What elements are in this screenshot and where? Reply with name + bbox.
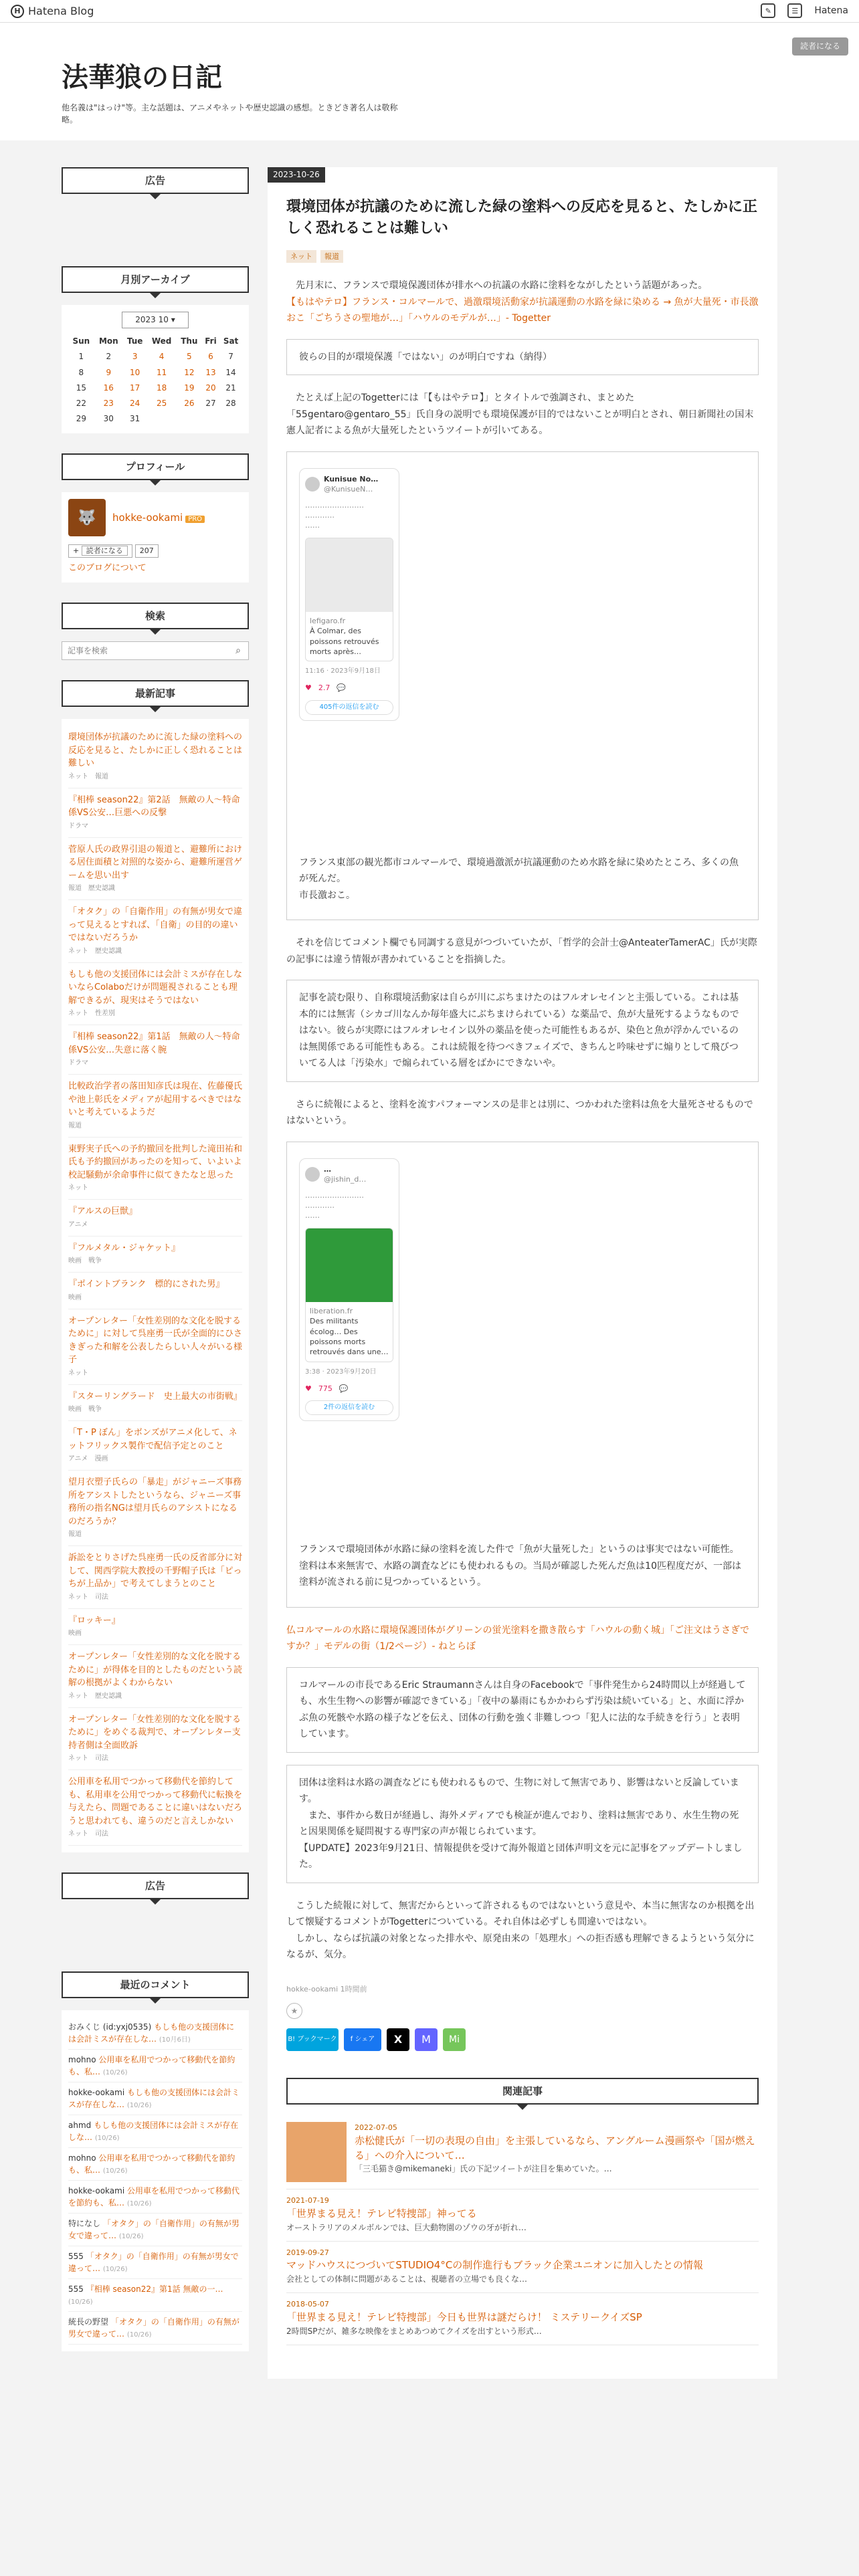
comment-item [68,2246,242,2279]
recent-entry-item [68,1471,242,1546]
reply-icon[interactable]: 💬 [339,1384,349,1393]
embedded-tweet[interactable] [299,468,399,721]
embedded-tweet-2[interactable] [299,1158,399,1421]
ad-widget [62,167,249,246]
about-blog-link[interactable]: このブログについて [68,563,147,574]
profile-title: プロフィール [62,453,249,480]
profile-widget [62,453,249,582]
recent-entry-item [68,1200,242,1237]
recent-entry-item [68,900,242,963]
calendar-day: 28 [225,398,236,408]
related-title: 関連記事 [286,2078,759,2105]
comment-entry-link[interactable]: 公用車を私用でつかって移動代を節約も、私… [68,2153,235,2175]
related-description: オーストラリアのメルボルンでは、巨大動物園のゾウの牙が折れ… [286,2222,527,2232]
heart-icon[interactable]: ♥ [305,683,312,693]
hatena-blog-logo[interactable] [11,3,94,20]
recent-entry-link[interactable]: 『ロッキー』 [68,1615,120,1626]
comment-entry-link[interactable]: 「オタク」の「自衛作用」の有無が男女で違って… [68,2317,240,2339]
tweet-like-count: 2.7 [318,683,330,693]
edit-icon[interactable]: ✎ [761,3,775,18]
comment-item [68,2181,242,2214]
entry-title[interactable]: 環境団体が抗議のために流した緑の塗料への反応を見ると、たしかに正しく恐れることは難しい [286,199,758,237]
comment-item [68,2279,242,2312]
recent-entry-categories[interactable]: 映画 戦争 [68,1406,102,1414]
profile-subscribe-label: 読者になる [82,546,128,556]
tweet-author: Kunisue No… [324,474,379,484]
entry-paragraph-text: 先月末に、フランスで環境保護団体が排水への抗議の水路に塗料をながしたという話題があった。 [286,280,708,292]
comment-date: (10/26) [102,2266,128,2274]
calendar-day: 21 [225,383,236,393]
calendar-day[interactable]: 9 [106,367,112,377]
blog-header [0,23,859,140]
comment-item [68,2050,242,2082]
comment-user[interactable]: hokke-ookami [68,2186,125,2196]
calendar-day: 7 [228,352,233,362]
calendar-day: 14 [225,367,236,377]
comment-item [68,2082,242,2115]
comment-date: (10月6日) [159,2036,191,2044]
entry-date[interactable]: 2023-10-26 [268,167,325,183]
calendar-day[interactable]: 26 [184,398,195,408]
comment-item [68,2214,242,2246]
recent-entry-item [68,1708,242,1771]
tweet-caption: フランス東部の観光都市コルマールで、環境過激派が抗議運動のため水路を緑に染めたところ、多くの魚が死んだ。 市長激おこ。 [299,857,739,901]
comments-list [62,2010,249,2351]
calendar-day[interactable]: 23 [103,398,114,408]
calendar-day[interactable]: 16 [103,383,114,393]
tweet-handle: @KunisueN… [324,485,373,494]
calendar-day[interactable]: 5 [187,352,192,362]
comment-user[interactable]: mohno [68,2055,96,2065]
comment-entry-link[interactable]: 公用車を私用でつかって移動代を節約も、私… [68,2186,240,2208]
ad-widget-title-2: 広告 [62,1872,249,1899]
recent-entry-link[interactable]: 望月衣塑子氏らの「暴走」がジャニーズ事務所をアシストしたというなら、ジャニーズ事務所の指名NGは望月氏らのアシストになるのだろうか？ [68,1477,242,1527]
recent-entry-categories[interactable]: 報道 歴史認識 [68,885,115,893]
search-box [62,641,249,660]
avatar[interactable]: 🐺 [68,499,106,536]
calendar-day: 22 [76,398,86,408]
comment-item [68,2017,242,2050]
calendar-day: 8 [78,367,84,377]
tweet-avatar [305,477,320,492]
calendar-day: 2 [106,352,112,362]
blockquote: 団体は塗料は水路の調査などにも使われるもので、生物に対して無害であり、影響はないと反論しています。 また、事件から数日が経過し、海外メディアでも検証が進んでおり、塗料は無害であり、水生生物の死と因果関係を疑問視する専門家の声が報じられています。 【UPDATE】2023年9月21日、情報提供を受けて海外報道と団体声明文を元に記事をアップデートしました。 [286,1765,759,1883]
profile-name[interactable]: hokke-ookami [112,512,183,524]
recent-entry-categories[interactable]: ネット 性差別 [68,1010,115,1018]
subscribe-button[interactable]: 読者になる [792,37,848,56]
main-content [268,167,777,2379]
mastodon-share-button[interactable]: M [415,2028,438,2051]
tweet-time: 3:38 · 2023年9月20日 [305,1368,377,1376]
recent-entry-categories[interactable]: ネット [68,1369,88,1377]
calendar-day[interactable]: 25 [156,398,167,408]
calendar-day[interactable]: 17 [130,383,140,393]
comment-entry-link[interactable]: 公用車を私用でつかって移動代を節約も、私… [68,2055,235,2077]
tweet-card-image [306,1228,393,1302]
calendar-weekday: Wed [151,336,172,346]
related-entry [286,2117,759,2189]
comments-widget [62,1971,249,2351]
recent-entry-item [68,838,242,901]
calendar-weekday: Thu [181,336,198,346]
recent-entry-categories[interactable]: アニメ 漫画 [68,1455,108,1463]
netorabo-link[interactable]: 仏コルマールの水路に環境保護団体がグリーンの蛍光塗料を撒き散らす「ハウルの動く城」「ご注文はうさぎですか？」モデルの街（1/2ページ）- ねとらぼ [286,1624,750,1652]
entry-paragraph: こうした続報に対して、無害だからといって許されるものではないという意見や、本当に無害なのか根拠を出して懐疑するコメントがTogetterについている。それ自体は必ずしも間違いではない。 しかし、ならば抗議の対象となった排水や、原発由来の「処理水」への拒否感も理解できるようという気分になるが、気分。 [286,1900,755,1961]
comment-user[interactable]: おみくじ (id:yxj0535) [68,2022,152,2032]
related-entry [286,2189,759,2242]
related-title-link[interactable]: マッドハウスにつづいてSTUDIO4°Cの制作進行もブラック企業ユニオンに加入したとの情報 [286,2259,704,2272]
comment-date: (10/26) [126,2200,152,2208]
recent-entry-item [68,1075,242,1138]
calendar-day[interactable]: 20 [205,383,216,393]
calendar-day: 30 [103,414,114,424]
tweet-read-replies[interactable]: 2件の返信を読む [305,1400,393,1415]
sidebar [62,167,249,2371]
calendar-day[interactable]: 6 [208,352,213,362]
calendar-day[interactable]: 11 [156,367,167,377]
recent-entries-widget [62,680,249,1852]
hatena-topbar [0,0,859,23]
recent-entry-link[interactable]: 菅原人氏の政界引退の報道と、避難所における居住面積と対照的な姿から、避難所運営ゲームを思い出す [68,844,243,881]
recent-entry-link[interactable]: 「オタク」の「自衛作用」の有無が男女で違って見えるとすれば、「自衛」の目的の違いではないだろうか [68,907,243,944]
comment-user[interactable]: hokke-ookami [68,2088,125,2098]
comment-item [68,2312,242,2345]
entry-footer[interactable]: hokke-ookami 1時間前 [286,1984,367,1994]
recent-entry-link[interactable]: 『ポイントブランク 標的にされた男』 [68,1279,225,1290]
comment-user[interactable]: ahmd [68,2121,92,2131]
recent-entry-item [68,1645,242,1708]
recent-entry-item [68,1309,242,1385]
ad-space-2 [62,1911,249,1951]
calendar-day[interactable]: 24 [130,398,140,408]
profile-subscribe-button[interactable]: + 読者になる [68,544,132,558]
recent-entry-categories[interactable]: 映画 [68,1630,82,1638]
search-widget [62,603,249,660]
recent-entry-item [68,1421,242,1471]
related-description: 会社としての体制に問題があることは、視聴者の立場でも良くな… [286,2274,528,2284]
comment-date: (10/26) [68,2298,93,2306]
recent-entry-item [68,1273,242,1309]
recent-entry-link[interactable]: 『アルスの巨獣』 [68,1206,138,1217]
calendar-day[interactable]: 3 [132,352,138,362]
recent-entry-categories[interactable]: 報道 [68,1531,82,1539]
tweet-card-domain: liberation.fr [310,1306,353,1315]
archive-title: 月別アーカイブ [62,266,249,293]
share-buttons [286,2028,759,2051]
ad-widget-2 [62,1872,249,1951]
calendar-day: 27 [205,398,216,408]
tweet-link-card[interactable] [305,1228,393,1362]
archive-calendar [68,334,242,427]
comment-item [68,2148,242,2181]
hatena-account-link[interactable]: Hatena [814,5,848,17]
tweet-caption: フランスで環境団体が水路に緑の塗料を流した件で「魚が大量死した」というのは事実ではない可能性。塗料は本来無害で、水路の調査などにも使われるもの。当局が確認した死んだ魚は10匹程度だが、一部は塗料が流される前に見つかっているという。 [299,1544,741,1588]
blockquote: コルマールの市長であるEric Straumannさんは自身のFacebookで「事件発生から24時間以上が経過しても、水生生物への影響が確認できている」「夜中の暴雨にもかかわらず汚染は続いている」と、水面に浮かぶ魚の死骸や水路の様子などを伝え、団体の行動を強く非難しつつ「犯人に法的な手続きを行う」と表明しています。 [286,1667,759,1753]
recent-entry-categories[interactable]: ドラマ [68,1059,88,1067]
comment-entry-link[interactable]: 「オタク」の「自衛作用」の有無が男女で違って… [68,2219,240,2241]
togetter-link[interactable]: 【もはやテロ】フランス・コルマールで、過激環境活動家が抗議運動の水路を緑に染める → 魚が大量死・市長激おこ「ごちうさの聖地が…」「ハウルのモデルが…」- Togetter [286,296,759,324]
related-title-link[interactable]: 「世界まる見え！テレビ特捜部」神ってる [286,2207,477,2220]
calendar-day: 31 [130,414,140,424]
blockquote: 彼らの目的が環境保護「ではない」のが明白ですね（納得） [286,339,759,376]
comment-date: (10/26) [118,2233,144,2241]
recent-entry-link[interactable]: 訴訟をとりさげた呉座勇一氏の反省部分に対して、関西学院大教授の千野帽子氏は「ピっちが上品か」で考えてしまうとのこと [68,1553,243,1590]
archive-widget [62,266,249,433]
related-date: 2022-07-05 [355,2123,397,2133]
recent-entry-categories[interactable]: アニメ [68,1220,88,1228]
recent-entry-link[interactable]: 東野実子氏への予約撤回を批判した滝田祐和氏も予約撤回があったのを知って、いよいよ校記騒動が余命事件に似てきたなと思った [68,1144,243,1180]
x-share-button[interactable]: X [387,2028,409,2051]
entry-categories [286,250,759,263]
recent-entry-categories[interactable]: ネット 司法 [68,1830,108,1838]
comment-date: (10/26) [126,2102,152,2110]
comment-entry-link[interactable]: もしも他の支援団体には会計ミスが存在しな… [68,2121,239,2143]
comment-user[interactable]: 555 [68,2252,84,2262]
recent-entry-item [68,788,242,838]
recent-entry-link[interactable]: 「T・P ぼん」をボンズがアニメ化して、ネットフリックス製作で配信予定とのこと [68,1428,237,1451]
recent-entry-categories[interactable]: ネット 司法 [68,1755,108,1763]
tweet-read-replies[interactable]: 405件の返信を読む [305,700,393,715]
calendar-weekday: Sat [223,336,239,346]
blockquote: 記事を読む限り、自称環境活動家は自らが川にぶちまけたのはフルオレセインと主張している。これは基本的には無害（シカゴ川なんか毎年盛大にぶちまけられている）な薬品で、魚が大量死するようなものではない。彼らが実際にはフルオレセイン以外の薬品を使った可能性もあるが、染色と魚が浮かんでいるのは無関係である可能性もある。これは続報を待つべきフェイズで、きちんと吟味せずに煽りとして飛びついてる人は「汚染水」で煽られている層をばかにできないや。 [286,980,759,1082]
tweet-quote-box-2 [286,1142,759,1608]
tweet-handle: @jishin_d… [324,1175,367,1184]
blog-description: 他名義は"はっけ"等。主な話題は、アニメやネットや歴史認識の感想。ときどき著名人は敬称略。 [62,103,398,124]
hatena-bookmark-button[interactable]: B! ブックマーク [286,2028,339,2051]
comment-date: (10/26) [102,2069,128,2077]
tweet-time: 11:16 · 2023年9月18日 [305,667,381,675]
recent-entry-link[interactable]: 『フルメタル・ジャケット』 [68,1243,181,1253]
hatena-blog-brand: Hatena Blog [28,4,94,17]
related-description: 2時間SPだが、雑多な映像をまとめあつめてクイズを出すという形式… [286,2326,542,2336]
recent-entry-link[interactable]: 環境団体が抗議のために流した緑の塗料への反応を見ると、たしかに正しく恐れることは難しい [68,732,243,769]
comments-title: 最近のコメント [62,1971,249,1998]
subscriber-count: 207 [135,544,159,558]
recent-entry-link[interactable]: 『スターリングラード 史上最大の市街戦』 [68,1391,242,1402]
recent-entries-list [62,719,249,1852]
tweet-card-text: Des militants écolog… Des poissons morts retrouvés dans une… [310,1317,389,1357]
calendar-day [202,411,219,427]
add-star-icon[interactable]: ★ [286,2003,302,2019]
recent-entry-item [68,963,242,1026]
related-list [286,2117,759,2345]
comment-user[interactable]: 特になし [68,2219,101,2229]
recent-entry-item [68,726,242,788]
comment-user[interactable]: 555 [68,2284,84,2294]
calendar-day[interactable]: 18 [156,383,167,393]
entry-paragraph: それを信じてコメント欄でも同調する意見がつづいていたが、「哲学的会計士@AnteaterTamerAC」氏が実際の記事には違う情報が書かれていることを指摘した。 [286,938,757,965]
calendar-day[interactable]: 13 [205,367,216,377]
recent-title: 最新記事 [62,680,249,707]
ad-space [62,206,249,246]
entry-paragraph [286,278,759,327]
related-entry [286,2242,759,2294]
related-title-link[interactable]: 赤松健氏が「一切の表現の自由」を主張しているなら、アングルーム漫画祭や「国が燃える」への介入について… [355,2134,755,2161]
tweet-author: … [324,1164,331,1174]
related-entry [286,2293,759,2345]
calendar-day: 1 [78,352,84,362]
tweet-like-count: 775 [318,1384,332,1393]
recent-entry-link[interactable]: オープンレター「女性差別的な文化を脱するために」が得体を目的としたものだという読解の根拠がよくわからない [68,1652,243,1689]
comment-entry-link[interactable]: もしも他の支援団体には会計ミスが存在しな… [68,2088,240,2110]
archive-month-select[interactable]: 2023 10 ▾ [122,312,189,328]
recent-entry-categories[interactable]: ドラマ [68,822,88,830]
recent-entry-link[interactable]: もしも他の支援団体には会計ミスが存在しないならColaboだけが問題視されることも理解できるが、現実はそうではない [68,969,243,1006]
comment-item [68,2115,242,2148]
calendar-weekday: Fri [205,336,217,346]
entry-category-tag[interactable]: 報道 [320,250,343,263]
tweet-body-placeholder: …………………… ………… …… [305,1190,364,1220]
recent-entry-link[interactable]: 『相棒 season22』第1話 無敵の人〜特命係VS公安…失意に落く腕 [68,1032,240,1055]
comment-user[interactable]: mohno [68,2153,96,2163]
recent-entry-item [68,1609,242,1646]
recent-entry-item [68,1385,242,1422]
related-title-link[interactable]: 「世界まる見え！テレビ特捜部」今日も世界は謎だらけ！ ミステリークイズSP [286,2311,642,2323]
recent-entry-link[interactable]: 公用車を私用でつかって移動代を節約しても、私用車を公用でつかって移動代に転換を与えたら、問題であることに違いはないだろうと思われても、違うのだと言えしかない [68,1777,243,1826]
recent-entry-item [68,1237,242,1273]
recent-entry-link[interactable]: オープンレター「女性差別的な文化を脱するために」に対して呉座勇一氏が全面的にひさきぎった和解を公表したらしい人々がいる様子 [68,1315,243,1366]
related-entries [286,2078,759,2345]
tweet-quote-box [286,451,759,920]
recent-entry-categories[interactable]: ネット 歴史認識 [68,1692,122,1700]
archive-selected: 2023 10 [135,315,169,324]
recent-entry-categories[interactable]: ネット 司法 [68,1593,108,1601]
reply-icon[interactable]: 💬 [337,683,347,693]
calendar-day [147,411,176,427]
calendar-weekday: Mon [98,336,118,346]
calendar-day [219,411,242,427]
recent-entry-link[interactable]: 比較政治学者の落田知彦氏は現在、佐藤優氏や池上彰氏をメディアが起用するべきではないと考えているようだ [68,1081,243,1118]
recent-entry-item [68,1546,242,1609]
ad-widget-title: 広告 [62,167,249,194]
recent-entry-link[interactable]: 『相棒 season22』第2話 無敵の人〜特命係VS公安…巨悪への反撃 [68,794,240,819]
entry-category-tag[interactable]: ネット [286,250,316,263]
calendar-weekday: Sun [72,336,90,346]
search-input[interactable] [62,642,228,659]
recent-entry-categories[interactable]: 映画 [68,1293,82,1301]
tweet-card-text: À Colmar, des poissons retrouvés morts après… [310,627,379,656]
related-date: 2019-09-27 [286,2248,329,2257]
comment-user[interactable]: 統長の野望 [68,2317,109,2327]
related-description: 「三毛猫き@mikemaneki」氏の下記ツイートが注目を集めていた。… [355,2164,612,2174]
recent-entry-categories[interactable]: ネット [68,1184,88,1192]
heart-icon[interactable]: ♥ [305,1384,312,1393]
recent-entry-link[interactable]: オープンレター「女性差別的な文化を脱するために」をめぐる裁判で、オープンレター支持者側は全面敗訴 [68,1714,241,1751]
recent-entry-categories[interactable]: ネット 報道 [68,772,108,780]
comment-date: (10/26) [102,2167,128,2175]
calendar-day: 15 [76,383,86,393]
related-date: 2021-07-19 [286,2196,329,2206]
calendar-day[interactable]: 19 [184,383,195,393]
entry-article [268,167,777,2379]
tweet-link-card[interactable] [305,538,393,662]
notification-icon[interactable]: ☰ [787,3,802,18]
search-icon[interactable]: ⌕ [235,645,241,656]
calendar-day[interactable]: 10 [130,367,140,377]
tweet-avatar [305,1167,320,1182]
entry-paragraph: さらに続報によると、塗料を流すパフォーマンスの是非とは別に、つかわれた塗料は魚を大量死させるものではないという。 [286,1099,753,1127]
recent-entry-item [68,1770,242,1846]
calendar-day [177,411,202,427]
search-title: 検索 [62,603,249,629]
calendar-day: 29 [76,414,86,424]
calendar-weekday: Tue [126,336,143,346]
facebook-share-button[interactable]: f シェア [344,2028,381,2051]
comment-date: (10/26) [94,2135,120,2143]
calendar-day[interactable]: 12 [184,367,195,377]
recent-entry-categories[interactable]: ネット 歴史認識 [68,947,122,955]
calendar-day[interactable]: 4 [159,352,165,362]
tweet-card-image [306,538,393,612]
related-date: 2018-05-07 [286,2300,329,2309]
tweet-body-placeholder: …………………… ………… …… [305,500,364,530]
hatena-logo-icon: H [11,5,24,18]
related-thumbnail[interactable] [286,2122,347,2182]
misskey-share-button[interactable]: Mi [443,2028,466,2051]
recent-entry-categories[interactable]: 報道 [68,1121,82,1130]
comment-entry-link[interactable]: 「オタク」の「自衛作用」の有無が男女で違って… [68,2252,239,2274]
recent-entry-categories[interactable]: 映画 戦争 [68,1257,102,1265]
comment-entry-link[interactable]: 『相棒 season22』第1話 無敵の一… [86,2284,223,2294]
blog-title[interactable]: 法華狼の日記 [62,62,222,93]
entry-paragraph: たとえば上記のTogetterには「【もはやテロ】」とタイトルで強調され、まとめた「55gentaro@gentaro_55」氏自身の説明でも環境保護が目的ではないことが明白とされ、朝日新聞社の国末憲人記者による魚が大量死したというツイートが引いてある。 [286,393,754,437]
recent-entry-item [68,1138,242,1200]
recent-entry-item [68,1025,242,1075]
pro-badge: PRO [185,516,205,523]
tweet-card-domain: lefigaro.fr [310,616,346,625]
comment-entry-link[interactable]: もしも他の支援団体には会計ミスが存在しな… [68,2022,235,2044]
comment-date: (10/26) [126,2331,152,2339]
